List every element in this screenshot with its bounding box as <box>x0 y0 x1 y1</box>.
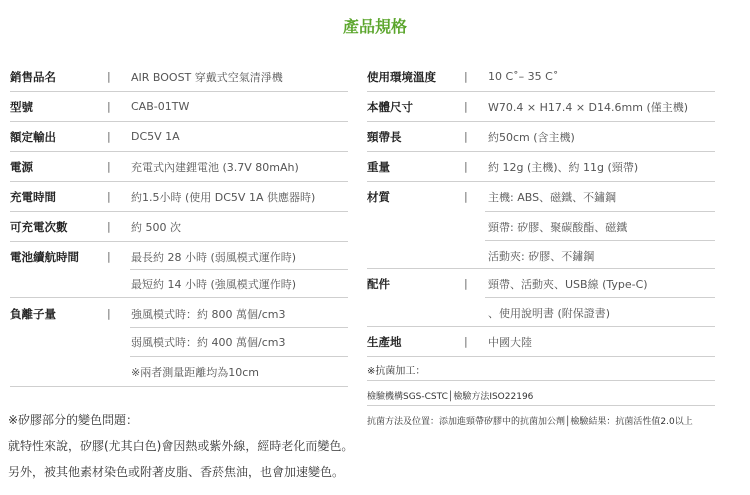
spec-value: 約1.5小時 (使用 DC5V 1A 供應器時) <box>131 190 316 204</box>
separator: | <box>107 100 111 113</box>
spec-row-material-cont <box>367 240 715 271</box>
spec-value: 約 500 次 <box>131 220 181 234</box>
antibacterial-method: 抗菌方法及位置：添加進頸帶矽膠中的抗菌加公劑│檢驗結果：抗菌活性值2.0以上 <box>367 417 693 427</box>
divider <box>485 297 715 298</box>
spec-row-dimensions <box>367 91 715 122</box>
divider <box>10 121 348 122</box>
spec-row-product-name <box>10 61 348 92</box>
spec-title: 產品規格 <box>342 17 407 36</box>
spec-value: 頸帶、活動夾、USB線 (Type-C) <box>488 277 648 291</box>
antibacterial-inspection: 檢驗機構SGS-CSTC│檢驗方法ISO22196 <box>367 392 534 402</box>
separator: | <box>107 220 111 233</box>
spec-value: AIR BOOST 穿戴式空氣清淨機 <box>131 70 283 84</box>
spec-value: DC5V 1A <box>131 130 180 143</box>
note-line: 就特性來說，矽膠(尤其白色)會因熱或紫外線，經時老化而變色。 <box>8 439 354 453</box>
separator: | <box>464 160 468 173</box>
separator: | <box>464 277 468 290</box>
spec-row-negative-ions <box>10 298 348 329</box>
spec-label: 型號 <box>10 99 33 114</box>
spec-row-accessories-cont <box>367 297 715 328</box>
spec-label: 電池續航時間 <box>10 249 79 264</box>
divider <box>367 326 715 327</box>
separator: | <box>464 130 468 143</box>
separator: | <box>107 250 111 263</box>
note-line: 另外，被其他素材染色或附著皮脂、香菸焦油，也會加速變色。 <box>8 465 345 479</box>
spec-label: 材質 <box>367 189 390 204</box>
spec-label: 額定輸出 <box>10 129 56 144</box>
separator: | <box>107 307 111 320</box>
spec-row-origin <box>367 326 715 357</box>
separator: | <box>107 130 111 143</box>
divider <box>367 151 715 152</box>
separator: | <box>107 160 111 173</box>
spec-label: 頸帶長 <box>367 129 402 144</box>
spec-row-rated-output <box>10 121 348 152</box>
spec-label: 重量 <box>367 159 390 174</box>
divider <box>367 356 715 357</box>
spec-label: 生產地 <box>367 334 402 349</box>
divider <box>10 241 348 242</box>
divider <box>130 356 348 357</box>
spec-value: 約 12g (主機)、約 11g (頸帶) <box>488 160 639 174</box>
divider <box>130 327 348 328</box>
spec-value: 活動夾: 矽膠、不鏽鋼 <box>488 249 595 263</box>
spec-row-measure-note <box>10 356 348 387</box>
spec-label: 電源 <box>10 159 33 174</box>
separator: | <box>107 190 111 203</box>
separator: | <box>464 190 468 203</box>
divider <box>367 121 715 122</box>
note-heading: ※矽膠部分的變色問題： <box>8 413 139 427</box>
spec-value: 弱風模式時：約 400 萬個/cm3 <box>131 335 286 349</box>
spec-label: 配件 <box>367 276 390 291</box>
divider <box>367 91 715 92</box>
spec-label: 可充電次數 <box>10 219 68 234</box>
spec-row-neckband-length <box>367 121 715 152</box>
spec-row-accessories <box>367 268 715 299</box>
spec-value: 中國大陸 <box>488 335 532 349</box>
divider <box>10 386 348 387</box>
spec-label: 充電時間 <box>10 189 56 204</box>
spec-label: 本體尺寸 <box>367 99 413 114</box>
separator: | <box>464 335 468 348</box>
spec-value: 主機: ABS、磁鐵、不鏽鋼 <box>488 190 617 204</box>
separator: | <box>464 70 468 83</box>
spec-value: 強風模式時：約 800 萬個/cm3 <box>131 307 286 321</box>
spec-value: 最長約 28 小時 (弱風模式運作時) <box>131 250 297 264</box>
divider <box>485 211 715 212</box>
divider <box>10 91 348 92</box>
spec-row-material <box>367 181 715 212</box>
spec-value: 頸帶: 矽膠、聚碳酸酯、磁鐵 <box>488 220 628 234</box>
divider <box>367 268 715 269</box>
spec-value: 約50cm (含主機) <box>488 130 575 144</box>
antibacterial-heading: ※抗菌加工： <box>367 366 426 377</box>
spec-row-charge-time <box>10 181 348 212</box>
spec-value: 、使用說明書 (附保證書) <box>488 306 611 320</box>
divider <box>367 405 715 406</box>
spec-row-temperature <box>367 61 715 92</box>
divider <box>485 240 715 241</box>
divider <box>10 297 348 298</box>
spec-row-material-cont <box>367 211 715 242</box>
separator: | <box>107 70 111 83</box>
spec-label: 銷售品名 <box>10 69 56 84</box>
spec-value: 充電式內建鋰電池 (3.7V 80mAh) <box>131 160 299 174</box>
divider <box>10 211 348 212</box>
spec-value: ※兩者測量距離均為10cm <box>131 365 259 379</box>
spec-row-battery-life-cont <box>10 268 348 299</box>
divider <box>10 181 348 182</box>
spec-value: W70.4 × H17.4 × D14.6mm (僅主機) <box>488 100 689 114</box>
spec-label: 負離子量 <box>10 306 56 321</box>
spec-value: CAB-01TW <box>131 100 190 113</box>
divider <box>10 151 348 152</box>
divider <box>367 181 715 182</box>
spec-row-negative-ions-cont <box>10 326 348 357</box>
divider <box>130 269 348 270</box>
spec-value: 10 C˚– 35 C˚ <box>488 70 559 83</box>
separator: | <box>464 100 468 113</box>
spec-row-charge-cycles <box>10 211 348 242</box>
spec-row-power <box>10 151 348 182</box>
spec-label: 使用環境溫度 <box>367 69 436 84</box>
spec-row-weight <box>367 151 715 182</box>
spec-row-model <box>10 91 348 122</box>
divider <box>367 380 715 381</box>
spec-value: 最短約 14 小時 (強風模式運作時) <box>131 277 297 291</box>
